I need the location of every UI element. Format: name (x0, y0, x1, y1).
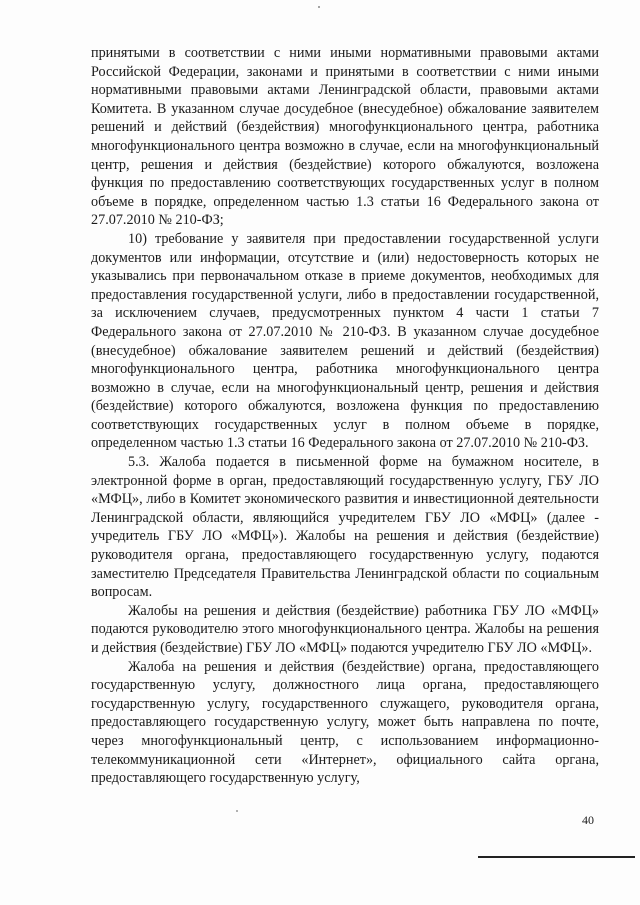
paragraph-2: 10) требование у заявителя при предоставлении государственной услуги документов или информации, отсутствие и (или) недостоверность которых не указывались при первоначальном отказе в приеме документов, необходимых для предоставления государственной услуги, либо в предоставлении государственной, за исключением случаев, предусмотренных пунктом 4 части 1 статьи 7 Федерального закона от 27.07.2010 № 210-ФЗ. В указанном случае досудебное (внесудебное) обжалование заявителем решений и действий (бездействия) многофункционального центра, работника многофункционального центра возможно в случае, если на многофункциональный центр, решения и действия (бездействие) которого обжалуются, возложена функция по предоставлению соответствующих государственных услуг в полном объеме в порядке, определенном частью 1.3 статьи 16 Федерального закона от 27.07.2010 № 210-ФЗ. (91, 230, 599, 452)
document-body (91, 44, 599, 788)
paragraph-4: Жалобы на решения и действия (бездействие) работника ГБУ ЛО «МФЦ» подаются руководителю этого многофункционального центра. Жалобы на решения и действия (бездействие) ГБУ ЛО «МФЦ» подаются учредителю ГБУ ЛО «МФЦ». (91, 602, 599, 656)
scan-speck (236, 810, 238, 812)
paragraph-5: Жалоба на решения и действия (бездействие) органа, предоставляющего государственную услугу, должностного лица органа, предоставляющего государственную услугу, государственного служащего, руководителя органа, предоставляющего государственную услугу, может быть направлена по почте, через многофункциональный центр, с использованием информационно-телекоммуникационной сети «Интернет», официального сайта органа, предоставляющего государственную услугу, (91, 658, 599, 787)
footer-rule (478, 856, 635, 858)
scan-speck (318, 6, 320, 8)
paragraph-3: 5.3. Жалоба подается в письменной форме на бумажном носителе, в электронной форме в орган, предоставляющий государственную услугу, ГБУ ЛО «МФЦ», либо в Комитет экономического развития и инвестиционной деятельности Ленинградской области, являющийся учредителем ГБУ ЛО «МФЦ» (далее - учредитель ГБУ ЛО «МФЦ»). Жалобы на решения и действия (бездействие) руководителя органа, предоставляющего государственную услугу, подаются заместителю Председателя Правительства Ленинградской области по социальным вопросам. (91, 454, 599, 601)
paragraph-1: принятыми в соответствии с ними иными нормативными правовыми актами Российской Федерации, законами и принятыми в соответствии с ними иными нормативными правовыми актами Ленинградской области, правовыми актами Комитета. В указанном случае досудебное (внесудебное) обжалование заявителем решений и действий (бездействия) многофункционального центра, работника многофункционального центра возможно в случае, если на многофункциональный центр, решения и действия (бездействие) которого обжалуются, возложена функция по предоставлению соответствующих государственных услуг в полном объеме в порядке, определенном частью 1.3 статьи 16 Федерального закона от 27.07.2010 № 210-ФЗ; (91, 45, 599, 229)
page-number: 40 (582, 813, 594, 827)
